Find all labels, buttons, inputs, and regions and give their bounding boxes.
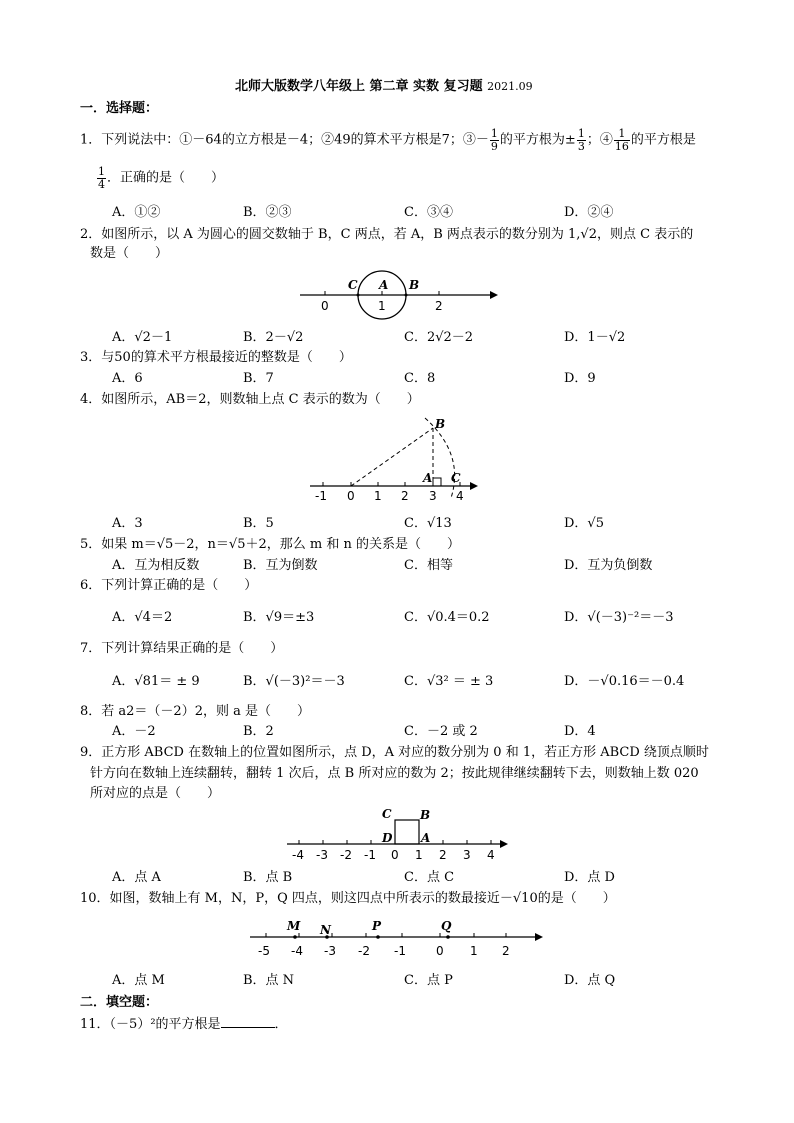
q2-point-b: B bbox=[409, 278, 420, 292]
q3-option-c[interactable]: C．8 bbox=[404, 371, 436, 386]
question-2-cont: 数是（ ） bbox=[90, 246, 169, 261]
q9-tick-1: 1 bbox=[415, 848, 423, 862]
q5-option-b[interactable]: B．互为倒数 bbox=[243, 558, 318, 573]
q10-tick-1: 1 bbox=[470, 944, 478, 958]
q4-option-c[interactable]: C．√13 bbox=[404, 516, 452, 531]
q5-option-c[interactable]: C．相等 bbox=[404, 558, 453, 573]
q11-text: 11．（－5）²的平方根是 bbox=[80, 1017, 221, 1032]
section-heading-choice: 一．选择题： bbox=[80, 101, 159, 116]
q1-option-d[interactable]: D．②④ bbox=[564, 205, 614, 220]
q5-option-d[interactable]: D．互为负倒数 bbox=[564, 558, 653, 573]
question-9-cont1: 针方向在数轴上连续翻转，翻转 1 次后，点 B 所对应的数为 2；按此规律继续翻转下去，则数轴上数 020 bbox=[90, 766, 699, 781]
q8-option-c[interactable]: C．－2 或 2 bbox=[404, 724, 478, 739]
q9-option-d[interactable]: D．点 D bbox=[564, 870, 615, 885]
q7-option-d[interactable]: D．－√0.16＝－0.4 bbox=[564, 674, 685, 689]
q9-number-line-figure bbox=[282, 804, 512, 864]
q11-end: ． bbox=[274, 1017, 288, 1032]
q4-option-a[interactable]: A．3 bbox=[112, 516, 143, 531]
question-1-cont: $\frac{1}{4}$ ．正确的是（ ） bbox=[98, 165, 225, 191]
q4-point-c: C bbox=[451, 471, 461, 485]
fraction-one-sixteenth: $\frac{1}{16}$ bbox=[614, 127, 629, 153]
question-4: 4．如图所示，AB＝2，则数轴上点 C 表示的数为（ ） bbox=[80, 392, 420, 407]
question-10: 10．如图，数轴上有 M，N，P，Q 四点，则这四点中所表示的数最接近－√10的是（ ） bbox=[80, 891, 616, 906]
q7-option-b[interactable]: B．√(－3)²＝－3 bbox=[243, 674, 345, 689]
q4-tick-1: 1 bbox=[374, 489, 382, 503]
answer-blank[interactable] bbox=[221, 1027, 275, 1028]
q4-tick-neg1: -1 bbox=[315, 489, 327, 503]
q8-option-b[interactable]: B．2 bbox=[243, 724, 274, 739]
q10-tick-neg1: -1 bbox=[394, 944, 406, 958]
title-text: 北师大版数学八年级上 第二章 实数 复习题 bbox=[235, 79, 483, 94]
q4-number-line-figure bbox=[305, 414, 485, 506]
q4-tick-0: 0 bbox=[347, 489, 355, 503]
q2-tick-1: 1 bbox=[378, 299, 386, 313]
question-2: 2．如图所示，以 A 为圆心的圆交数轴于 B，C 两点，若 A，B 两点表示的数分别为 1,√2，则点 C 表示的 bbox=[80, 227, 694, 242]
q4-option-d[interactable]: D．√5 bbox=[564, 516, 604, 531]
q9-tick-neg2: -2 bbox=[340, 848, 352, 862]
fraction-one-ninth: $\frac{1}{9}$ bbox=[490, 127, 498, 153]
question-8: 8．若 a2＝（－2）2，则 a 是（ ） bbox=[80, 704, 310, 719]
q10-tick-neg3: -3 bbox=[324, 944, 336, 958]
q10-option-b[interactable]: B．点 N bbox=[243, 973, 295, 988]
q10-tick-0: 0 bbox=[436, 944, 444, 958]
q9-tick-neg4: -4 bbox=[292, 848, 304, 862]
q1-option-c[interactable]: C．③④ bbox=[404, 205, 453, 220]
q2-point-c: C bbox=[348, 278, 358, 292]
question-5: 5．如果 m＝√5－2，n＝√5＋2，那么 m 和 n 的关系是（ ） bbox=[80, 537, 460, 552]
q2-tick-2: 2 bbox=[435, 299, 443, 313]
question-9: 9．正方形 ABCD 在数轴上的位置如图所示，点 D，A 对应的数分别为 0 和 1，若正方形 ABCD 绕顶点顺时 bbox=[80, 745, 709, 760]
q2-option-c[interactable]: C．2√2－2 bbox=[404, 330, 474, 345]
q9-tick-0: 0 bbox=[391, 848, 399, 862]
q9-option-b[interactable]: B．点 B bbox=[243, 870, 293, 885]
q3-option-d[interactable]: D．9 bbox=[564, 371, 596, 386]
q9-tick-2: 2 bbox=[439, 848, 447, 862]
title-date: 2021.09 bbox=[487, 80, 533, 93]
q6-option-c[interactable]: C．√0.4＝0.2 bbox=[404, 610, 490, 625]
q4-tick-4: 4 bbox=[456, 489, 464, 503]
q9-point-d: D bbox=[382, 831, 393, 845]
q8-option-a[interactable]: A．－2 bbox=[112, 724, 156, 739]
q10-option-c[interactable]: C．点 P bbox=[404, 973, 453, 988]
question-6: 6．下列计算正确的是（ ） bbox=[80, 578, 258, 593]
q2-number-line-figure bbox=[295, 264, 505, 326]
q9-tick-4: 4 bbox=[487, 848, 495, 862]
q10-tick-neg4: -4 bbox=[291, 944, 303, 958]
q4-option-b[interactable]: B．5 bbox=[243, 516, 274, 531]
q9-option-c[interactable]: C．点 C bbox=[404, 870, 455, 885]
section-heading-fill: 二．填空题： bbox=[80, 995, 159, 1010]
q9-tick-3: 3 bbox=[463, 848, 471, 862]
q10-tick-neg5: -5 bbox=[258, 944, 270, 958]
question-7: 7．下列计算结果正确的是（ ） bbox=[80, 641, 284, 656]
q2-option-a[interactable]: A．√2－1 bbox=[112, 330, 173, 345]
q2-point-a: A bbox=[379, 278, 389, 292]
q4-tick-3: 3 bbox=[429, 489, 437, 503]
q10-option-a[interactable]: A．点 M bbox=[112, 973, 165, 988]
q10-point-m: M bbox=[287, 919, 301, 933]
q1-option-b[interactable]: B．②③ bbox=[243, 205, 292, 220]
q10-point-n: N bbox=[320, 923, 331, 937]
q4-point-b: B bbox=[435, 417, 446, 431]
q6-option-d[interactable]: D．√(－3)⁻²＝－3 bbox=[564, 610, 674, 625]
q4-tick-2: 2 bbox=[401, 489, 409, 503]
q10-number-line-figure bbox=[245, 912, 550, 964]
question-11 bbox=[80, 1018, 288, 1031]
q9-tick-neg1: -1 bbox=[364, 848, 376, 862]
q9-point-c: C bbox=[382, 807, 392, 821]
q10-tick-2: 2 bbox=[502, 944, 510, 958]
q9-tick-neg3: -3 bbox=[316, 848, 328, 862]
q10-point-p: P bbox=[372, 919, 382, 933]
q3-option-b[interactable]: B．7 bbox=[243, 371, 274, 386]
q10-option-d[interactable]: D．点 Q bbox=[564, 973, 616, 988]
q2-option-d[interactable]: D．1－√2 bbox=[564, 330, 626, 345]
fraction-one-fourth: $\frac{1}{4}$ bbox=[98, 165, 105, 191]
q6-option-b[interactable]: B．√9＝±3 bbox=[243, 610, 315, 625]
question-9-cont2: 所对应的点是（ ） bbox=[90, 786, 221, 801]
q3-option-a[interactable]: A．6 bbox=[112, 371, 143, 386]
q10-point-q: Q bbox=[441, 919, 452, 933]
q7-option-a[interactable]: A．√81＝ ± 9 bbox=[112, 674, 200, 689]
question-3: 3．与50的算术平方根最接近的整数是（ ） bbox=[80, 350, 352, 365]
question-1: 1．下列说法中：①－64的立方根是－4；②49的算术平方根是7；③－ $\frac{1}{9}$ 的平方根为± $\frac{1}{3}$ ；④ $\frac{1}{16}$ 的平方根是 bbox=[80, 127, 696, 153]
q1-option-a[interactable]: A．①② bbox=[112, 205, 161, 220]
q5-option-a[interactable]: A．互为相反数 bbox=[112, 558, 200, 573]
q6-option-a[interactable]: A．√4＝2 bbox=[112, 610, 173, 625]
q10-tick-neg2: -2 bbox=[358, 944, 370, 958]
q9-option-a[interactable]: A．点 A bbox=[112, 870, 161, 885]
q4-point-a: A bbox=[423, 471, 433, 485]
q9-point-b: B bbox=[420, 808, 431, 822]
fraction-one-third: $\frac{1}{3}$ bbox=[577, 127, 585, 153]
q8-option-d[interactable]: D．4 bbox=[564, 724, 596, 739]
q7-option-c[interactable]: C．√3² ＝ ± 3 bbox=[404, 674, 494, 689]
page-title bbox=[235, 80, 533, 93]
q9-point-a: A bbox=[421, 831, 431, 845]
q2-tick-0: 0 bbox=[321, 299, 329, 313]
q2-option-b[interactable]: B．2－√2 bbox=[243, 330, 304, 345]
